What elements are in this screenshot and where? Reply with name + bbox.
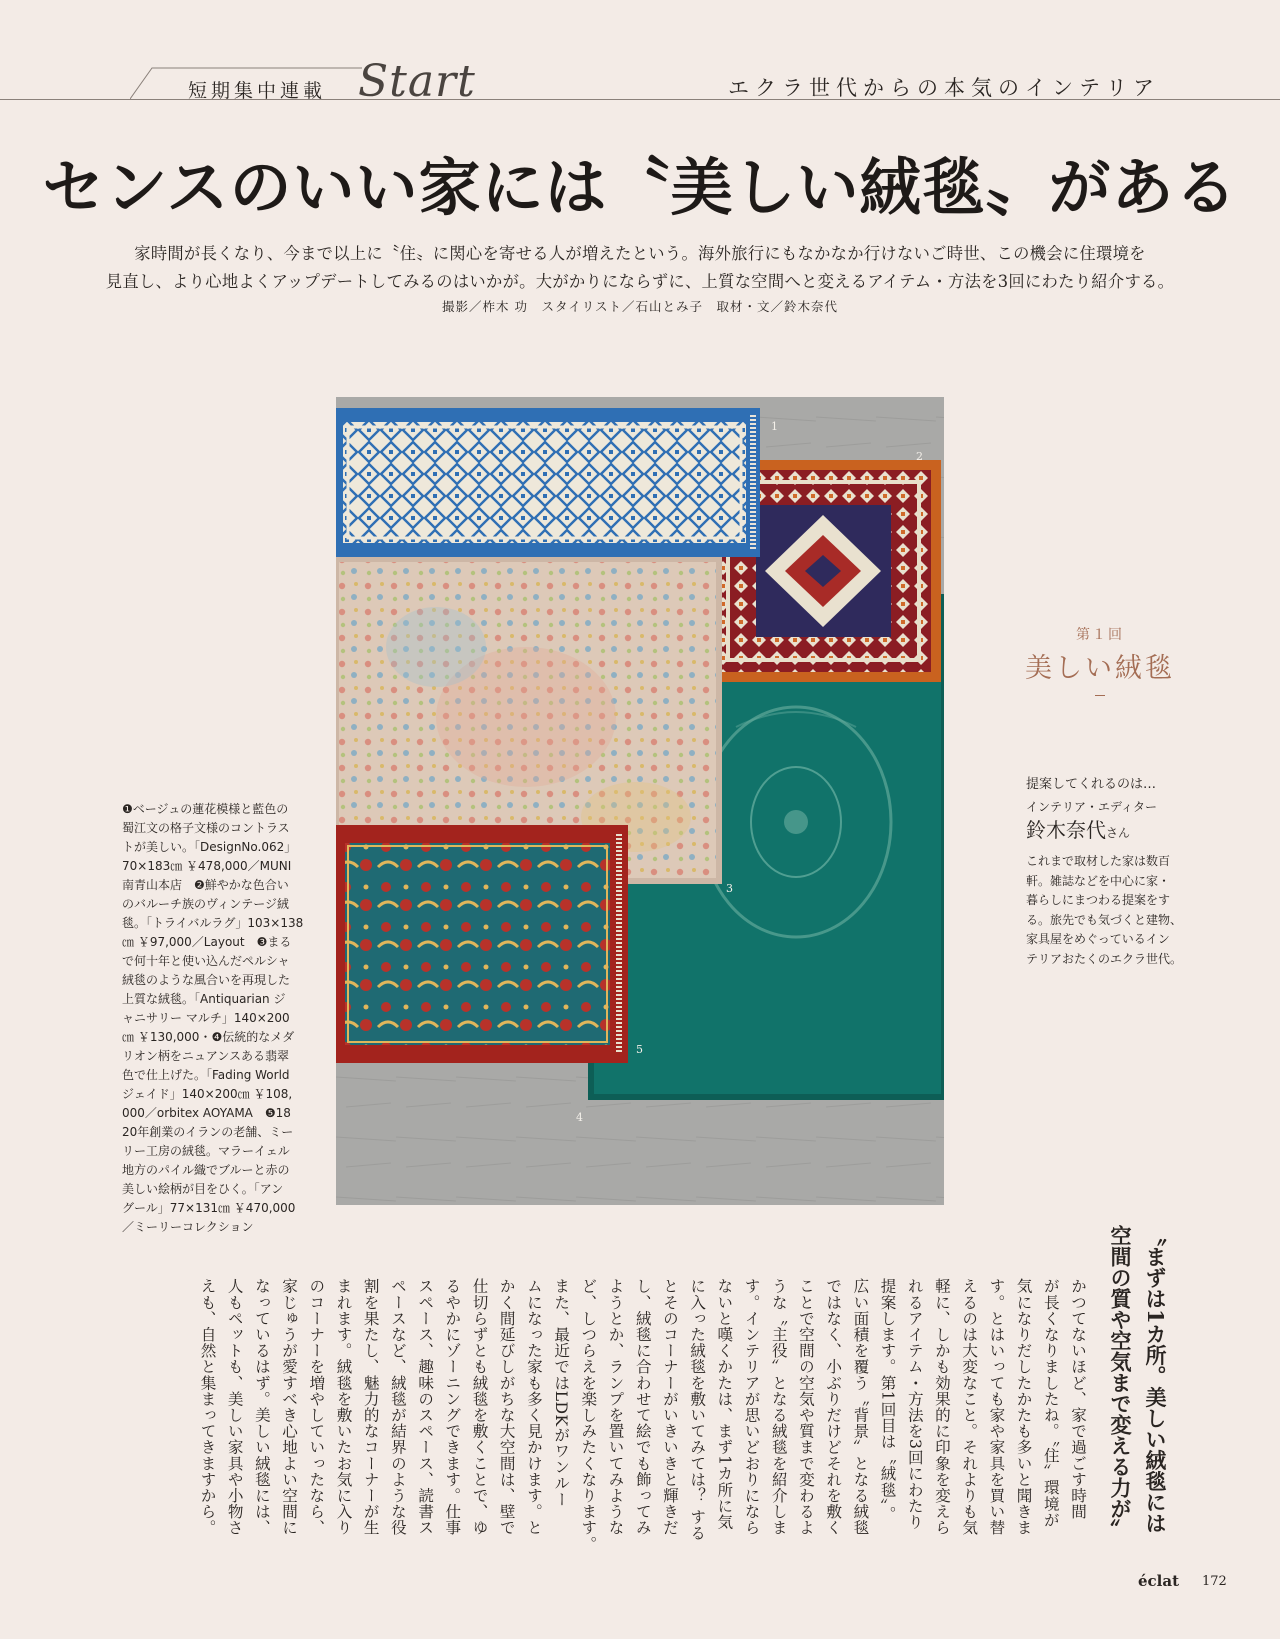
headline: センスのいい家には〝美しい絨毯〟がある — [42, 151, 1238, 224]
body-line: し、絨毯に合わせて絵でも飾ってみ — [633, 1278, 652, 1536]
body-line: ようとか、ランプを置いてみような — [606, 1278, 625, 1536]
editor-honorific: さん — [1106, 826, 1131, 840]
body-line: 家じゅうが愛すべき心地よい空間に — [280, 1278, 299, 1536]
caption-line: 70×183㎝ ￥478,000／MUNI — [122, 859, 292, 873]
pull-quote-line: 〝まずは1カ所。美しい絨毯には — [1143, 1225, 1168, 1534]
caption-line: ／ミーリーコレクション — [122, 1220, 254, 1234]
body-line: なっているはず。美しい絨毯には、 — [252, 1278, 271, 1536]
caption-line: 絨毯のような風合いを再現した — [122, 973, 291, 987]
editor-bio — [1026, 852, 1186, 969]
body-line: ないと嘆くかたは、まず1カ所に気 — [715, 1278, 734, 1530]
body-line: れるアイテム・方法を3回にわたり — [905, 1278, 924, 1530]
caption-line: 毯。「トライバルラグ」103×138 — [122, 916, 304, 930]
magazine-logo: éclat — [1138, 1572, 1180, 1590]
caption-line: ❶ベージュの蓮花模様と藍色の — [122, 802, 289, 816]
caption-line: 色で仕上げた。「Fading World — [122, 1068, 290, 1082]
bio-line: テリアおたくのエクラ世代。 — [1026, 951, 1183, 966]
photo-number: 2 — [916, 450, 923, 463]
photo-number: 4 — [576, 1111, 583, 1124]
editor-role: インテリア・エディター — [1026, 800, 1158, 814]
lead-paragraph — [100, 240, 1180, 296]
start-script: Start — [358, 56, 476, 107]
body-line: ど、しつらえを楽しみたくなります。 — [579, 1278, 598, 1552]
lead-line: 見直し、より心地よくアップデートしてみるのはいかが。大がかりにならずに、上質な空間へと変えるアイテム・方法を3回にわたり紹介する。 — [105, 272, 1175, 291]
body-line: 仕切らずとも絨毯を敷くことで、ゆ — [470, 1278, 489, 1536]
photo-caption — [122, 800, 302, 1237]
rug-photo — [336, 397, 944, 1205]
caption-line: リオン柄をニュアンスある翡翠 — [122, 1049, 290, 1063]
caption-line: 000／orbitex AOYAMA ❺18 — [122, 1106, 291, 1120]
body-line: ムになった家も多く見かけます。と — [524, 1278, 543, 1536]
caption-line: 蜀江文の格子文様のコントラス — [122, 821, 290, 835]
caption-line: グール」77×131㎝ ￥470,000 — [122, 1201, 296, 1215]
rug-persian — [336, 834, 619, 1054]
lead-line: 家時間が長くなり、今まで以上に〝住〟に関心を寄せる人が増えたという。海外旅行にもなかなか行けないご時世、この機会に住環境を — [134, 244, 1146, 263]
page-number: 172 — [1202, 1574, 1227, 1589]
caption-line: トが美しい。「DesignNo.062」 — [122, 840, 297, 854]
editor-name — [1026, 814, 1130, 843]
body-line: まれます。絨毯を敷いたお気に入り — [334, 1278, 353, 1536]
body-line: るやかにゾーニングできます。仕事 — [443, 1278, 462, 1536]
pull-quote — [1103, 1225, 1173, 1555]
bio-line: 家具屋をめぐっているイン — [1026, 932, 1170, 946]
bio-line: 暮らしにまつわる提案をす — [1026, 893, 1171, 907]
photo-number: 1 — [771, 420, 778, 433]
body-line: ことで空間の空気や質まで変わるよ — [796, 1278, 815, 1536]
body-line: に入った絨毯を敷いてみては？ する — [688, 1278, 707, 1542]
body-line: す。インテリアが思いどおりになら — [742, 1278, 761, 1536]
caption-line: 南青山本店 ❷鮮やかな色合い — [122, 878, 289, 892]
photo-number: 5 — [636, 1043, 643, 1056]
credits: 撮影／柞木 功 スタイリスト／石山とみ子 取材・文／鈴木奈代 — [442, 299, 838, 314]
bio-line: る。旅先でも気づくと建物、 — [1026, 912, 1183, 927]
episode-dash — [1095, 695, 1105, 696]
body-line: 広い面積を覆う〝背景〟となる絨毯 — [851, 1278, 870, 1536]
caption-line: 上質な絨毯。「Antiquarian ジ — [122, 992, 286, 1006]
body-line: 人もペットも、美しい家具や小物さ — [225, 1278, 244, 1536]
episode-number: 第１回 — [1076, 627, 1124, 643]
caption-line: 地方のパイル織でブルーと赤の — [122, 1163, 290, 1177]
body-line: うな〝主役〟となる絨毯を紹介しま — [769, 1278, 788, 1536]
body-line: す。とはいっても家や家具を買い替 — [987, 1278, 1006, 1536]
series-subtitle: エクラ世代からの本気のインテリア — [728, 76, 1160, 100]
body-copy — [116, 1278, 1091, 1578]
caption-line: ジェイド」140×200㎝ ￥108, — [122, 1087, 293, 1101]
caption-line: のバルーチ族のヴィンテージ絨 — [122, 897, 290, 911]
photo-number: 3 — [726, 882, 733, 895]
caption-line: ㎝ ￥97,000／Layout ❸まる — [122, 935, 292, 949]
body-line: が長くなりましたね。〝住〟環境が — [1041, 1278, 1060, 1528]
body-line: スペース、趣味のスペース、読書ス — [416, 1278, 435, 1536]
bio-line: 軒。雑誌などを中心に家・ — [1026, 873, 1171, 888]
body-line: 割を果たし、魅力的なコーナーが生 — [361, 1278, 380, 1536]
rug-lattice — [336, 415, 753, 550]
caption-line: 20年創業のイランの老舗、ミー — [122, 1125, 294, 1139]
body-line: ペースなど、絨毯が結界のような役 — [388, 1278, 407, 1536]
body-line: 提案します。第1回目は〝絨毯〟。 — [878, 1278, 897, 1523]
caption-line: で何十年と使い込んだペルシャ — [122, 954, 290, 968]
body-line: 気になりだしたかたも多いと聞きま — [1014, 1278, 1033, 1536]
editor-name-text: 鈴木奈代 — [1026, 818, 1106, 842]
caption-line: ㎝ ￥130,000・❹伝統的なメダ — [122, 1030, 295, 1044]
caption-line: ャニサリー マルチ」140×200 — [122, 1011, 290, 1025]
body-line: ではなく、小ぶりだけどそれを敷く — [824, 1278, 843, 1536]
bio-line: これまで取材した家は数百 — [1026, 854, 1171, 868]
body-line: また、最近ではLDKがワンルー — [552, 1278, 571, 1508]
editor-lead: 提案してくれるのは… — [1026, 777, 1157, 792]
caption-line: 美しい絵柄が目をひく。「アン — [122, 1182, 284, 1196]
episode-title: 美しい絨毯 — [1025, 653, 1175, 684]
body-line: えも、自然と集まってきますから。 — [198, 1278, 217, 1536]
body-line: えるのは大変なこと。それよりも気 — [960, 1278, 979, 1536]
body-line: 軽に、しかも効果的に印象を変えら — [932, 1278, 951, 1536]
series-label: 短期集中連載 — [188, 80, 327, 102]
caption-line: リー工房の絨毯。マラーイェル — [122, 1144, 290, 1158]
body-line: とそのコーナーがいきいきと輝きだ — [660, 1278, 679, 1536]
body-line: かく間延びしがちな大空間は、壁で — [497, 1278, 516, 1536]
pull-quote-line: 空間の質や空気まで変える力が〟 — [1108, 1225, 1133, 1540]
body-line: のコーナーを増やしていったなら、 — [307, 1278, 326, 1536]
body-line: かつてないほど、家で過ごす時間 — [1069, 1278, 1087, 1520]
